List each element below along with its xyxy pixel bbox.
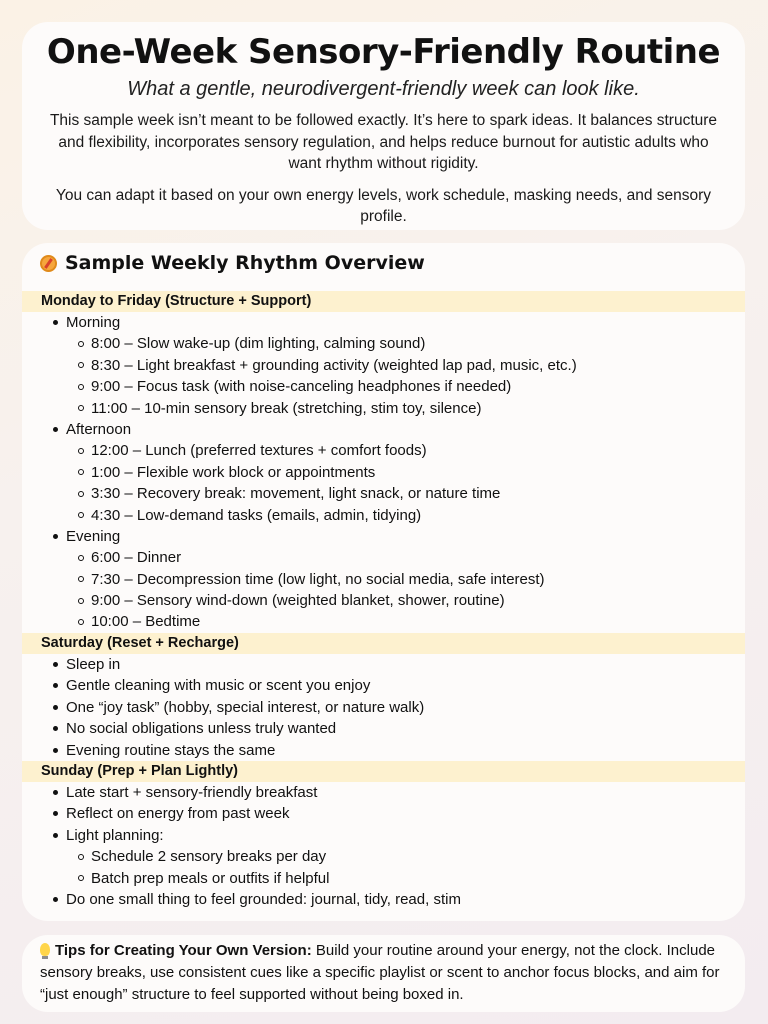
- lightbulb-icon: [40, 943, 50, 956]
- list-item: Reflect on energy from past week: [22, 803, 461, 824]
- intro-paragraph: This sample week isn’t meant to be followed exactly. It’s here to spark ideas. It balances structure and flexibility, incorporates sensory regulation, and helps reduce burnout for autistic adults who want rhythm without rigidity.: [49, 112, 718, 172]
- list-item: 11:00 – 10-min sensory break (stretching, stim toy, silence): [22, 398, 577, 419]
- list-item: Gentle cleaning with music or scent you enjoy: [22, 675, 424, 696]
- sunday-section-heading: Sunday (Prep + Plan Lightly): [22, 761, 745, 782]
- saturday-section-heading: Saturday (Reset + Recharge): [22, 633, 745, 654]
- weekday-list: [22, 312, 577, 633]
- list-item: Afternoon: [22, 419, 577, 440]
- intro-paragraph: You can adapt it based on your own energy levels, work schedule, masking needs, and sensory profile.: [55, 186, 712, 225]
- list-item: One “joy task” (hobby, special interest, or nature walk): [22, 697, 424, 718]
- intro-card: [22, 22, 745, 230]
- overview-heading: [40, 247, 425, 279]
- list-item: Sleep in: [22, 654, 424, 675]
- page-title: One-Week Sensory-Friendly Routine: [46, 32, 721, 72]
- tips-text: Build your routine around your energy, not the clock. Include sensory breaks, use consistent cues like a specific playlist or scent to anchor focus blocks, and aim for “just enough” structure to feel supported without being boxed in.: [40, 942, 720, 1003]
- list-item: 10:00 – Bedtime: [22, 611, 577, 632]
- list-item: Morning: [22, 312, 577, 333]
- weekday-section-heading: Monday to Friday (Structure + Support): [22, 291, 745, 312]
- sunday-list: [22, 782, 461, 910]
- list-item: 12:00 – Lunch (preferred textures + comfort foods): [22, 440, 577, 461]
- saturday-list: [22, 654, 424, 761]
- list-item: No social obligations unless truly wanted: [22, 718, 424, 739]
- weekly-overview-card: [22, 243, 745, 921]
- list-item: Batch prep meals or outfits if helpful: [22, 868, 461, 889]
- page-subtitle: What a gentle, neurodivergent-friendly week can look like.: [127, 78, 640, 100]
- overview-heading-text: Sample Weekly Rhythm Overview: [65, 252, 425, 274]
- list-item: 3:30 – Recovery break: movement, light snack, or nature time: [22, 483, 577, 504]
- list-item: Schedule 2 sensory breaks per day: [22, 846, 461, 867]
- tips-title: Tips for Creating Your Own Version:: [55, 942, 312, 959]
- list-item: 9:00 – Sensory wind-down (weighted blanket, shower, routine): [22, 590, 577, 611]
- list-item: 9:00 – Focus task (with noise-canceling headphones if needed): [22, 376, 577, 397]
- list-item: 6:00 – Dinner: [22, 547, 577, 568]
- list-item: Do one small thing to feel grounded: journal, tidy, read, stim: [22, 889, 461, 910]
- list-item: Late start + sensory-friendly breakfast: [22, 782, 461, 803]
- list-item: Evening: [22, 526, 577, 547]
- tips-card: [22, 935, 745, 1012]
- list-item: 4:30 – Low-demand tasks (emails, admin, tidying): [22, 505, 577, 526]
- compass-icon: [40, 255, 57, 272]
- list-item: 8:00 – Slow wake-up (dim lighting, calming sound): [22, 333, 577, 354]
- list-item: Light planning:: [22, 825, 461, 846]
- list-item: 7:30 – Decompression time (low light, no social media, safe interest): [22, 569, 577, 590]
- list-item: 1:00 – Flexible work block or appointments: [22, 462, 577, 483]
- list-item: Evening routine stays the same: [22, 740, 424, 761]
- list-item: 8:30 – Light breakfast + grounding activity (weighted lap pad, music, etc.): [22, 355, 577, 376]
